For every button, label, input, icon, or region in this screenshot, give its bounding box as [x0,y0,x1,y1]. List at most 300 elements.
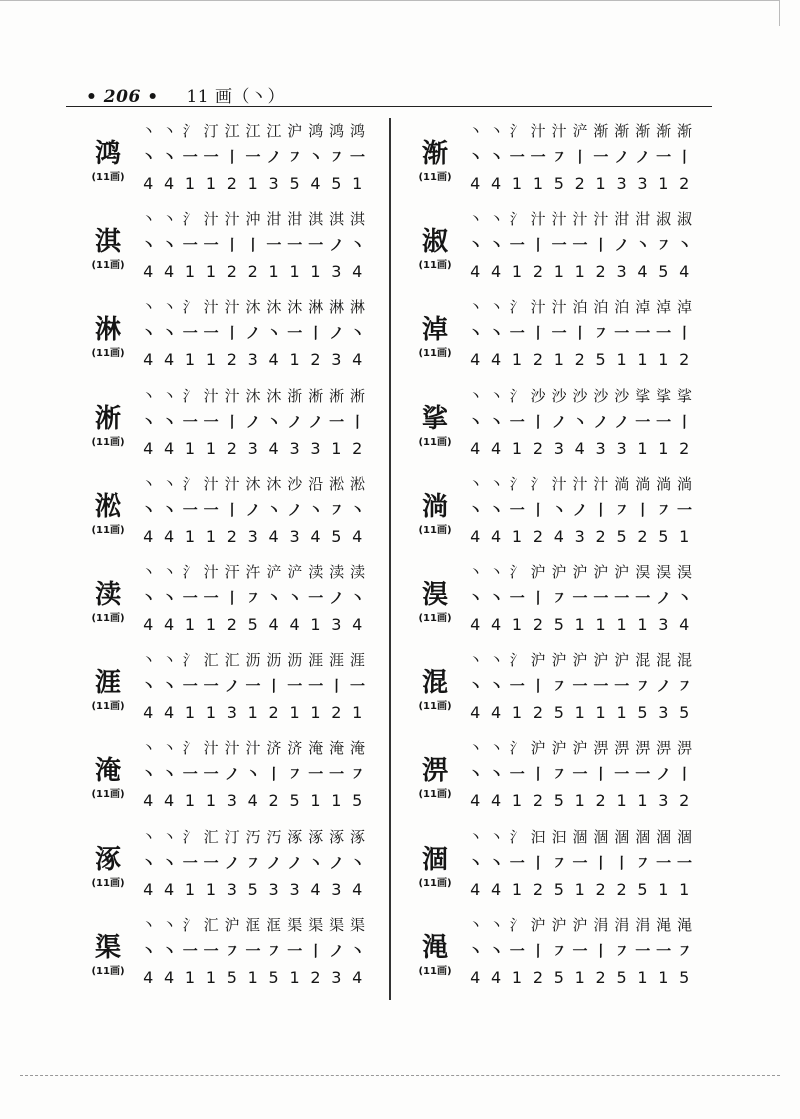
stroke-order-steps [465,737,695,758]
stroke-code-item: 1 [331,438,342,458]
stroke-order-step-item: 丶 [140,651,156,670]
scan-edge-top [0,0,780,1]
stroke-order-step-item: 丶 [140,122,156,140]
stroke-type-item: ㇇ [287,765,303,784]
stroke-type-item: ノ [287,853,303,872]
stroke-order-step-item: 沪 [572,562,588,581]
stroke-code-item: 4 [470,438,481,458]
stroke-order-step-item: 涓 [614,915,630,934]
headword-character: 淇 [94,227,121,258]
stroke-code-item: 1 [616,703,628,723]
stroke-type-item: 丶 [140,500,156,519]
stroke-types [138,587,368,608]
stroke-code-item: 1 [511,703,523,723]
stroke-order-step-item: 渎 [329,562,345,581]
stroke-order-step-item: 丶 [467,474,483,493]
stroke-type-item: 丶 [350,236,366,255]
stroke-type-item: 丨 [224,412,240,431]
stroke-codes [465,968,695,987]
stroke-type-item: 丶 [467,588,483,607]
stroke-type-item: 一 [245,941,261,960]
stroke-order-step-item: 淹 [350,739,366,758]
stroke-type-item: ㇇ [677,677,693,696]
headword-character: 鸿 [94,139,121,169]
stroke-code-item: 5 [289,174,301,193]
stroke-order-step-item: 汇 [203,827,219,846]
headword-character: 涯 [94,668,121,699]
stroke-type-item: 一 [509,853,525,872]
stroke-codes [138,174,368,193]
stroke-type-item: 丨 [329,677,345,696]
stroke-type-item: 一 [614,324,630,343]
stroke-code-item: 4 [143,703,154,723]
stroke-code-item: 2 [679,174,690,193]
stroke-order-step-item: 渠 [287,915,303,934]
headword-character: 渎 [94,579,121,610]
stroke-order-step-item: 汁 [203,298,219,317]
stroke-code-item: 1 [574,703,586,723]
stroke-order-step-item: 洭 [245,915,261,934]
stroke-code-item: 1 [331,791,342,811]
stroke-code-item: 5 [553,879,565,899]
stroke-code-item: 4 [352,614,363,634]
stroke-type-item: ノ [656,588,672,607]
stroke-code-item: 4 [164,438,175,458]
stroke-code-item: 4 [164,879,175,899]
stroke-order-step-item: 淇 [329,210,345,229]
stroke-order-step-item: 泊 [593,298,609,317]
stroke-order-step-item: 涿 [329,827,345,846]
stroke-type-item: ㇇ [551,148,567,166]
stroke-type-item: 丨 [530,941,546,960]
stroke-type-item: 一 [656,324,672,343]
stroke-type-item: 一 [329,765,345,784]
stroke-type-item: 一 [509,500,525,519]
stroke-type-item: 一 [203,236,219,255]
stroke-code-item: 3 [595,438,607,458]
stroke-order-step-item: 丶 [488,298,504,317]
stroke-type-item: 一 [551,236,567,255]
stroke-order-step-item: 涯 [308,651,324,670]
stroke-code-item: 4 [679,262,690,282]
stroke-type-item: 一 [182,588,198,607]
stroke-order-step-item: 丶 [161,562,177,581]
stroke-order-step-item: 氵 [182,386,198,405]
stroke-code-item: 4 [574,438,586,458]
headword-character: 混 [421,668,448,699]
stroke-type-item: 一 [509,941,525,960]
stroke-code-item: 4 [164,614,175,634]
stroke-code-item: 1 [616,350,628,370]
stroke-order-step-item: 汻 [245,562,261,581]
stroke-code-item: 3 [331,967,342,987]
stroke-order-step-item: 沥 [245,651,261,670]
stroke-order-step-item: 浐 [572,122,588,140]
stroke-order-step-item: 涿 [350,827,366,846]
stroke-code-item: 4 [310,174,322,193]
stroke-code-item: 4 [143,879,154,899]
stroke-code-item: 4 [143,262,154,282]
stroke-code-item: 4 [491,526,502,546]
stroke-code-item: 1 [184,879,196,899]
stroke-code-item: 3 [289,438,301,458]
stroke-codes [138,350,368,369]
stroke-order-step-item: 丶 [467,562,483,581]
stroke-order-step-item: 氵 [182,210,198,229]
stroke-code-item: 3 [658,791,669,811]
stroke-order-step-item: 沐 [245,298,261,317]
stroke-code-item: 1 [205,703,217,723]
stroke-code-item: 4 [470,791,481,811]
stroke-type-item: 一 [182,500,198,519]
stroke-order-step-item: 渐 [593,122,609,140]
stroke-type-item: 丨 [266,677,282,696]
stroke-type-item: 一 [182,677,198,696]
stroke-order-step-item: 汅 [266,827,282,846]
stroke-type-item: 丶 [140,412,156,431]
section-title: 11 画（丶） [186,87,286,107]
stroke-code-item: 4 [143,967,154,987]
stroke-order-step-item: 汁 [593,474,609,493]
stroke-type-item: 丶 [308,500,324,519]
stroke-type-item: ノ [266,148,282,166]
stroke-types [465,234,695,255]
stroke-code-item: 1 [184,614,196,634]
scan-edge-right [779,0,780,26]
stroke-code-item: 4 [352,967,363,987]
stroke-type-item: 一 [182,853,198,872]
stroke-order-step-item: 丶 [488,122,504,140]
character-entry [78,206,398,294]
stroke-type-item: 丶 [161,941,177,960]
stroke-type-item: 一 [203,677,219,696]
stroke-code-item: 1 [595,614,607,634]
stroke-code-item: 4 [247,791,259,811]
stroke-order-step-item: 浙 [287,386,303,405]
stroke-code-item: 1 [310,262,322,282]
stroke-type-item: 丶 [140,853,156,872]
stroke-order-step-item: 汀 [224,827,240,846]
stroke-order-step-item: 淠 [677,739,693,758]
stroke-types [465,499,695,520]
stroke-type-item: 一 [308,765,324,784]
stroke-order-step-item: 沙 [593,386,609,405]
stroke-count: (11画) [91,965,125,977]
stroke-order-step-item: 沙 [614,386,630,405]
stroke-order-step-item: 淅 [308,386,324,405]
stroke-order-step-item: 混 [635,651,651,670]
stroke-type-item: ノ [245,324,261,343]
stroke-order-step-item: 汁 [224,739,240,758]
stroke-code-item: 5 [553,967,565,987]
stroke-type-item: 一 [245,148,261,166]
stroke-type-item: 一 [287,677,303,696]
stroke-codes [138,527,368,546]
stroke-order-step-item: 氵 [530,474,546,493]
stroke-code-item: 5 [331,174,342,193]
stroke-type-item: 一 [182,324,198,343]
stroke-order-step-item: 氵 [182,298,198,317]
stroke-code-item: 4 [470,350,481,370]
stroke-code-item: 4 [164,703,175,723]
stroke-order-step-item: 江 [266,122,282,140]
stroke-types [465,675,695,696]
stroke-type-item: 一 [572,236,588,255]
stroke-code-item: 2 [268,791,280,811]
stroke-code-item: 5 [637,879,649,899]
stroke-type-item: 丶 [488,677,504,696]
stroke-code-item: 3 [637,174,649,193]
headword-character: 淑 [421,227,448,258]
stroke-order-step-item: 淹 [329,739,345,758]
stroke-types [465,852,695,873]
stroke-code-item: 1 [289,967,301,987]
stroke-order-step-item: 汩 [530,827,546,846]
stroke-type-item: ㇇ [614,941,630,960]
stroke-code-item: 5 [553,791,565,811]
stroke-type-item: ㇇ [266,941,282,960]
stroke-order-step-item: 沪 [530,915,546,934]
stroke-type-item: ㇇ [677,941,693,960]
stroke-code-item: 2 [331,703,342,723]
stroke-codes [465,439,695,458]
stroke-code-item: 5 [553,703,565,723]
stroke-type-item: 丨 [224,236,240,255]
stroke-type-item: 丨 [593,853,609,872]
stroke-order-step-item: 沪 [551,562,567,581]
stroke-code-item: 4 [164,350,175,370]
stroke-order-step-item: 沪 [551,739,567,758]
stroke-type-item: ㇇ [656,500,672,519]
stroke-type-item: 丶 [467,765,483,784]
stroke-order-step-item: 挲 [656,386,672,405]
stroke-type-item: 丶 [266,324,282,343]
stroke-code-item: 3 [574,526,586,546]
stroke-type-item: 丶 [140,148,156,166]
stroke-code-item: 3 [658,703,669,723]
stroke-code-item: 2 [595,526,607,546]
stroke-type-item: 一 [656,853,672,872]
stroke-code-item: 4 [491,614,502,634]
character-entry [78,647,398,735]
stroke-order-step-item: 沐 [266,386,282,405]
stroke-type-item: 丨 [635,500,651,519]
headword-character: 渠 [94,932,121,963]
stroke-code-item: 2 [595,262,607,282]
stroke-code-item: 5 [247,879,259,899]
stroke-code-item: 5 [658,262,669,282]
stroke-code-item: 4 [470,879,481,899]
stroke-type-item: 一 [308,588,324,607]
stroke-order-step-item: 淠 [635,739,651,758]
stroke-order-step-item: 氵 [182,122,198,140]
stroke-types [138,322,368,343]
stroke-type-item: 一 [266,236,282,255]
stroke-order-step-item: 混 [656,651,672,670]
stroke-code-item: 4 [491,791,502,811]
stroke-code-item: 4 [679,614,690,634]
stroke-code-item: 1 [511,262,523,282]
headword-character: 渑 [421,932,448,963]
stroke-type-item: 一 [203,148,219,166]
stroke-code-item: 1 [310,791,322,811]
headword-character: 淖 [421,315,448,346]
stroke-code-item: 4 [310,879,322,899]
stroke-type-item: 丨 [530,412,546,431]
stroke-code-item: 5 [616,967,628,987]
stroke-type-item: ㇇ [224,941,240,960]
stroke-type-item: 一 [329,412,345,431]
stroke-order-step-item: 淇 [308,210,324,229]
stroke-order-steps [465,649,695,670]
stroke-type-item: 一 [572,588,588,607]
stroke-code-item: 1 [679,879,690,899]
stroke-code-item: 1 [289,262,301,282]
stroke-order-step-item: 汁 [203,739,219,758]
stroke-order-step-item: 汁 [551,298,567,317]
stroke-order-step-item: 氵 [509,562,525,581]
stroke-type-item: ノ [287,412,303,431]
stroke-code-item: 3 [616,174,628,193]
stroke-type-item: 一 [572,677,588,696]
stroke-order-steps [465,385,695,406]
headword-character: 淋 [94,315,121,346]
stroke-type-item: 丶 [350,324,366,343]
stroke-count: (11画) [418,965,452,977]
stroke-type-item: 丶 [551,500,567,519]
stroke-type-item: 一 [203,765,219,784]
stroke-type-item: ノ [614,412,630,431]
stroke-code-item: 1 [184,791,196,811]
stroke-code-item: 2 [226,174,238,193]
stroke-code-item: 3 [247,438,259,458]
stroke-type-item: 丶 [161,853,177,872]
stroke-order-step-item: 鸿 [350,122,366,140]
stroke-type-item: 丶 [140,765,156,784]
stroke-type-item: 丶 [161,148,177,166]
stroke-type-item: ㇇ [551,765,567,784]
stroke-code-item: 5 [595,350,607,370]
stroke-code-item: 2 [595,967,607,987]
stroke-type-item: 丶 [308,148,324,166]
stroke-type-item: ノ [329,853,345,872]
stroke-codes [465,262,695,281]
stroke-order-step-item: 涸 [656,827,672,846]
stroke-order-step-item: 丶 [140,562,156,581]
stroke-type-item: 一 [308,236,324,255]
stroke-types [138,940,368,961]
stroke-type-item: 一 [509,765,525,784]
stroke-code-item: 1 [184,174,196,193]
stroke-type-item: ㇇ [614,500,630,519]
stroke-code-item: 5 [331,526,342,546]
stroke-types [138,146,368,167]
stroke-code-item: 1 [658,174,669,193]
stroke-types [138,675,368,696]
stroke-order-steps [465,120,695,141]
stroke-code-item: 2 [532,703,544,723]
stroke-type-item: ノ [245,412,261,431]
stroke-order-step-item: 沖 [245,210,261,229]
stroke-codes [138,703,368,722]
stroke-types [465,587,695,608]
stroke-order-step-item: 涯 [350,651,366,670]
stroke-order-step-item: 淑 [656,210,672,229]
left-column [78,118,398,1000]
character-entry [78,294,398,382]
stroke-type-item: ノ [656,677,672,696]
headword-character: 淅 [94,403,121,434]
stroke-order-step-item: 淖 [677,298,693,317]
stroke-type-item: 一 [656,941,672,960]
stroke-code-item: 3 [268,174,280,193]
stroke-code-item: 1 [532,174,544,193]
stroke-order-step-item: 淅 [329,386,345,405]
stroke-code-item: 3 [616,438,628,458]
stroke-type-item: 一 [635,588,651,607]
stroke-order-step-item: 泊 [572,298,588,317]
stroke-type-item: ノ [287,500,303,519]
stroke-code-item: 3 [331,350,342,370]
stroke-type-item: 丶 [467,500,483,519]
stroke-types [138,763,368,784]
stroke-type-item: 丨 [593,941,609,960]
headword-character: 淞 [94,491,121,522]
stroke-order-step-item: 丶 [140,739,156,758]
stroke-code-item: 3 [226,791,238,811]
stroke-code-item: 2 [226,526,238,546]
stroke-types [138,499,368,520]
stroke-code-item: 3 [331,262,342,282]
stroke-order-step-item: 丶 [488,210,504,229]
stroke-code-item: 1 [616,791,628,811]
stroke-type-item: 一 [593,588,609,607]
stroke-order-step-item: 沐 [266,474,282,493]
stroke-codes [138,791,368,810]
stroke-type-item: 丶 [488,765,504,784]
stroke-code-item: 2 [532,526,544,546]
stroke-code-item: 1 [511,614,523,634]
stroke-order-steps [138,208,368,229]
stroke-code-item: 2 [310,350,322,370]
stroke-type-item: 丶 [467,324,483,343]
stroke-type-item: 丶 [572,412,588,431]
stroke-order-step-item: 汩 [551,827,567,846]
stroke-code-item: 1 [595,174,607,193]
stroke-code-item: 1 [511,879,523,899]
stroke-order-step-item: 丶 [467,739,483,758]
stroke-type-item: ノ [329,236,345,255]
stroke-code-item: 2 [616,879,628,899]
stroke-order-step-item: 淠 [614,739,630,758]
stroke-order-step-item: 氵 [182,915,198,934]
stroke-order-step-item: 丶 [488,651,504,670]
stroke-type-item: 丶 [245,765,261,784]
stroke-code-item: 4 [268,350,280,370]
stroke-order-step-item: 丶 [161,915,177,934]
stroke-code-item: 4 [143,791,154,811]
stroke-type-item: 一 [509,412,525,431]
stroke-order-step-item: 涯 [329,651,345,670]
stroke-order-step-item: 丶 [140,474,156,493]
stroke-order-step-item: 汁 [224,210,240,229]
stroke-type-item: 丨 [530,324,546,343]
stroke-code-item: 4 [491,262,502,282]
stroke-count: (11画) [418,612,452,624]
stroke-code-item: 2 [679,438,690,458]
stroke-code-item: 3 [268,879,280,899]
stroke-codes [465,174,695,193]
